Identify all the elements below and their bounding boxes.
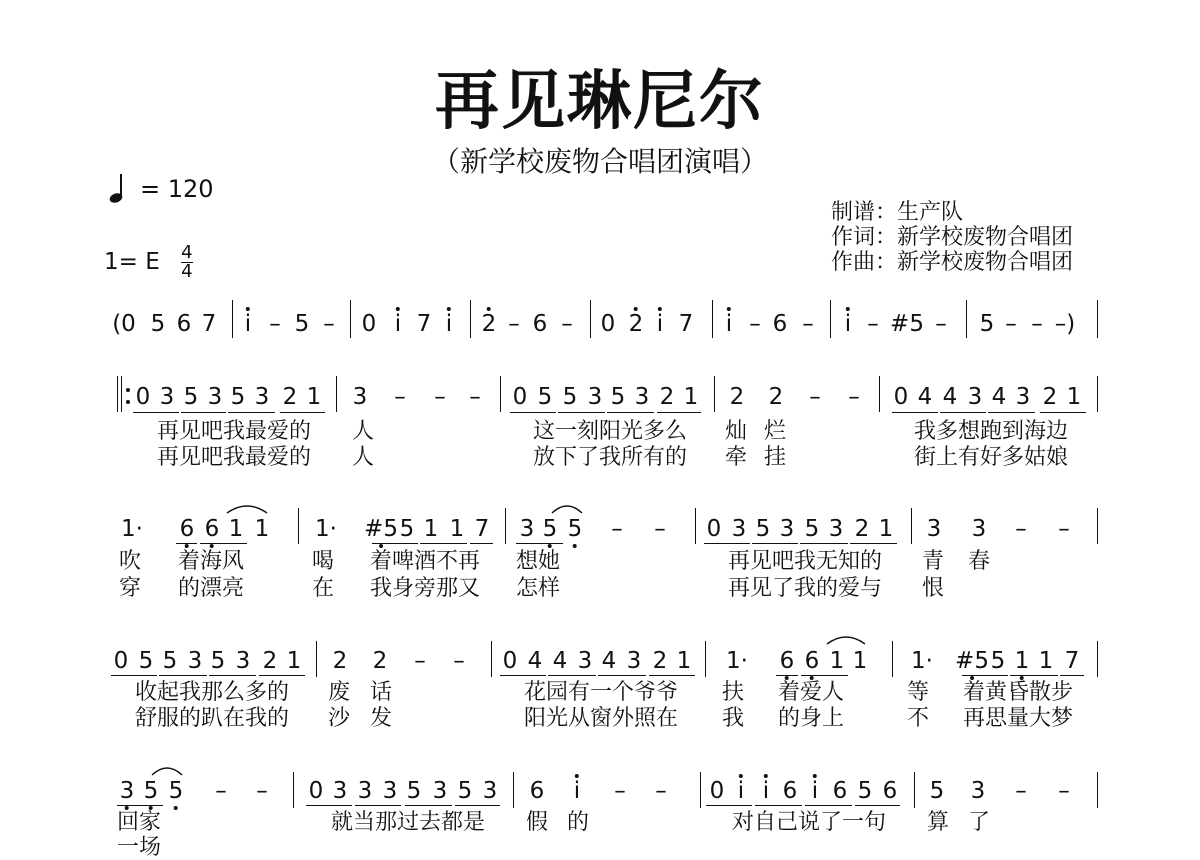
- melody-note: 2: [854, 516, 870, 542]
- melody-note: 3: [357, 778, 373, 804]
- bar-line: [293, 772, 294, 808]
- intro-note: –: [935, 311, 947, 337]
- beam-underline: [649, 675, 695, 676]
- beam-underline: [228, 412, 275, 413]
- lyric-verse2: 人: [352, 445, 375, 470]
- bar-line: [232, 300, 233, 338]
- lyric-verse2: 我: [722, 706, 745, 731]
- lyric-verse2: 挂: [764, 445, 787, 470]
- intro-note: 2: [628, 311, 644, 337]
- melody-note: 2: [282, 384, 298, 410]
- melody-note: 1·: [315, 516, 337, 542]
- beam-underline: [510, 412, 556, 413]
- melody-note: 2: [652, 648, 668, 674]
- repeat-dot: [126, 388, 130, 392]
- lyric-verse2: 在: [312, 576, 335, 601]
- bar-line: [1097, 300, 1098, 338]
- melody-note: 5: [929, 778, 945, 804]
- melody-note: 5: [610, 384, 626, 410]
- melody-note: 3: [432, 778, 448, 804]
- time-signature: [181, 244, 192, 281]
- lyric-verse2: 舒服的趴在我的: [135, 706, 290, 731]
- melody-note: 5: [755, 516, 771, 542]
- melody-note: i: [573, 778, 581, 804]
- lyric-verse1: 收起我那么多的: [135, 680, 290, 705]
- melody-note: 0: [113, 648, 129, 674]
- lyric-verse1: 灿: [725, 419, 748, 444]
- bar-line: [350, 300, 351, 338]
- melody-note: –: [1015, 516, 1027, 542]
- lyric-verse1: 着爱人: [778, 680, 845, 705]
- melody-note: 3: [926, 516, 942, 542]
- beam-underline: [159, 675, 207, 676]
- bar-line: [695, 508, 696, 544]
- melody-note: 1: [1038, 648, 1054, 674]
- melody-note: 3: [967, 384, 983, 410]
- melody-note: 4: [552, 648, 568, 674]
- beam-underline: [306, 805, 352, 806]
- bar-line: [590, 300, 591, 338]
- lyric-verse2: 沙: [328, 706, 351, 731]
- bar-line: [121, 376, 122, 412]
- beam-underline: [259, 675, 305, 676]
- melody-note: –: [654, 516, 666, 542]
- beam-underline: [1010, 675, 1058, 676]
- lyric-verse1: 再见吧我无知的: [728, 549, 883, 574]
- intro-note: –: [802, 311, 814, 337]
- beam-underline: [455, 805, 500, 806]
- melody-note: 5: [210, 648, 226, 674]
- melody-note: 3: [587, 384, 603, 410]
- lyric-verse1: 青: [922, 549, 945, 574]
- melody-note: 0: [502, 648, 518, 674]
- beam-underline: [752, 543, 798, 544]
- melody-note: 1: [852, 648, 868, 674]
- bar-line: [500, 376, 501, 412]
- time-sig-top: 4: [181, 242, 193, 263]
- melody-note: 5: [230, 384, 246, 410]
- lyric-verse1: 人: [352, 419, 375, 444]
- melody-note: 1·: [726, 648, 748, 674]
- credit-composer: 作曲：新学校废物合唱团: [831, 250, 1074, 275]
- beam-underline: [558, 412, 605, 413]
- lyric-verse2: 一场: [117, 835, 162, 860]
- lyric-verse1: 想她: [516, 549, 561, 574]
- bar-line: [700, 772, 701, 808]
- intro-note: –: [323, 311, 335, 337]
- lyric-verse1: 假: [526, 810, 549, 835]
- melody-note: 1: [306, 384, 322, 410]
- tie-arc: [226, 502, 268, 514]
- beam-underline: [1060, 675, 1084, 676]
- melody-note: 2: [659, 384, 675, 410]
- intro-note: 0: [600, 311, 616, 337]
- melody-note: 6: [179, 516, 195, 542]
- lyric-verse1: 这一刻阳光多么: [533, 419, 688, 444]
- beam-underline: [355, 805, 401, 806]
- lyric-verse2: 发: [370, 706, 393, 731]
- lyric-verse2: 街上有好多姑娘: [914, 445, 1069, 470]
- melody-note: 3: [332, 778, 348, 804]
- beam-underline: [200, 543, 247, 544]
- beam-underline: [598, 675, 646, 676]
- lyric-verse2: 我身旁那又: [370, 576, 481, 601]
- melody-note: 3: [971, 516, 987, 542]
- melody-note: 6: [204, 516, 220, 542]
- melody-note: 6: [782, 778, 798, 804]
- credit-arranger: 制谱：生产队: [831, 200, 964, 225]
- melody-note: 5: [542, 516, 558, 542]
- melody-note: 4: [991, 384, 1007, 410]
- melody-note: i: [737, 778, 745, 804]
- lyric-verse2: 的身上: [778, 706, 845, 731]
- melody-note: 0: [893, 384, 909, 410]
- beam-underline: [500, 675, 546, 676]
- bar-line: [1097, 508, 1098, 544]
- beam-underline: [706, 805, 752, 806]
- melody-note: 3: [382, 778, 398, 804]
- lyric-verse2: 阳光从窗外照在: [524, 706, 679, 731]
- bar-line: [316, 641, 317, 677]
- melody-note: 1: [676, 648, 692, 674]
- intro-note: –): [1054, 311, 1076, 337]
- lyric-verse1: 春: [968, 549, 991, 574]
- melody-note: –: [1015, 778, 1027, 804]
- melody-note: 3: [159, 384, 175, 410]
- time-sig-bottom: 4: [181, 261, 193, 282]
- melody-note: –: [655, 778, 667, 804]
- lyric-verse2: 怎样: [516, 576, 561, 601]
- bar-line: [470, 300, 471, 338]
- lyric-verse2: 再见了我的爱与: [728, 576, 883, 601]
- melody-note: 5: [143, 778, 159, 804]
- intro-note: 7: [201, 311, 217, 337]
- melody-note: 3: [626, 648, 642, 674]
- bar-line: [712, 300, 713, 338]
- melody-note: 2: [1042, 384, 1058, 410]
- beam-underline: [850, 543, 897, 544]
- intro-note: 7: [416, 311, 432, 337]
- melody-note: 5: [567, 516, 583, 542]
- lyric-verse2: 穿: [119, 576, 142, 601]
- lyric-verse1: 对自己说了一句: [732, 810, 887, 835]
- melody-note: 3: [235, 648, 251, 674]
- melody-note: 0: [706, 516, 722, 542]
- lyric-verse1: 我多想跑到海边: [914, 419, 1069, 444]
- melody-note: 5: [804, 516, 820, 542]
- melody-note: 5: [162, 648, 178, 674]
- intro-note: –: [508, 311, 520, 337]
- melody-note: 3: [207, 384, 223, 410]
- melody-note: –: [611, 516, 623, 542]
- lyric-verse1: 了: [968, 810, 991, 835]
- bar-line: [914, 772, 915, 808]
- melody-note: 1·: [911, 648, 933, 674]
- melody-note: 6: [529, 778, 545, 804]
- beam-underline: [405, 805, 452, 806]
- song-subtitle: （新学校废物合唱团演唱）: [431, 145, 768, 178]
- melody-note: 0: [512, 384, 528, 410]
- beam-underline: [607, 412, 654, 413]
- melody-note: 0: [709, 778, 725, 804]
- beam-underline: [470, 543, 493, 544]
- melody-note: 1: [254, 516, 270, 542]
- bar-line: [491, 641, 492, 677]
- melody-note: –: [414, 648, 426, 674]
- intro-note: –: [561, 311, 573, 337]
- melody-note: 5: [562, 384, 578, 410]
- beam-underline: [855, 805, 900, 806]
- melody-note: 5: [138, 648, 154, 674]
- melody-note: –: [394, 384, 406, 410]
- melody-note: 5: [857, 778, 873, 804]
- beam-underline: [962, 675, 1008, 676]
- bar-line: [117, 376, 118, 412]
- intro-note: i: [394, 311, 402, 337]
- lyric-verse2: 再见吧我最爱的: [157, 445, 312, 470]
- melody-note: 3: [828, 516, 844, 542]
- intro-note: –: [269, 311, 281, 337]
- lyric-verse2: 恨: [922, 576, 945, 601]
- tie-arc: [826, 633, 866, 645]
- melody-note: 3: [1015, 384, 1031, 410]
- melody-note: 3: [731, 516, 747, 542]
- melody-note: 1: [829, 648, 845, 674]
- lyric-verse1: 烂: [764, 419, 787, 444]
- melody-note: 1: [449, 516, 465, 542]
- beam-underline: [133, 412, 179, 413]
- lyric-verse1: 等: [907, 680, 930, 705]
- beam-underline: [805, 805, 852, 806]
- lyric-verse1: 就当那过去都是: [331, 810, 486, 835]
- key-label: 1= E: [104, 249, 160, 275]
- lyric-verse1: 的: [567, 810, 590, 835]
- song-title: 再见琳尼尔: [435, 65, 765, 139]
- lyric-verse2: 的漂亮: [178, 576, 245, 601]
- lyric-verse2: 牵: [725, 445, 748, 470]
- melody-note: 5: [537, 384, 553, 410]
- bar-line: [966, 300, 967, 338]
- bar-line: [879, 376, 880, 412]
- intro-note: i: [725, 311, 733, 337]
- credits-block: [831, 200, 1073, 275]
- bar-line: [1097, 772, 1098, 808]
- melody-note: 5: [399, 516, 415, 542]
- bar-line: [892, 641, 893, 677]
- lyric-verse1: 废: [328, 680, 351, 705]
- melody-note: –: [215, 778, 227, 804]
- melody-note: i: [811, 778, 819, 804]
- lyric-verse1: 再见吧我最爱的: [157, 419, 312, 444]
- melody-note: –: [1058, 778, 1070, 804]
- lyric-verse2: 再思量大梦: [963, 706, 1074, 731]
- intro-note: –: [749, 311, 761, 337]
- melody-note: 3: [187, 648, 203, 674]
- melody-note: 4: [942, 384, 958, 410]
- melody-note: 6: [832, 778, 848, 804]
- melody-note: –: [614, 778, 626, 804]
- melody-note: 2: [729, 384, 745, 410]
- melody-note: 0: [308, 778, 324, 804]
- bar-line: [513, 772, 514, 808]
- intro-note: –: [1005, 311, 1017, 337]
- melody-note: 1: [683, 384, 699, 410]
- melody-note: 6: [779, 648, 795, 674]
- beam-underline: [1040, 412, 1086, 413]
- melody-note: 0: [135, 384, 151, 410]
- melody-note: 5: [990, 648, 1006, 674]
- melody-note: 4: [527, 648, 543, 674]
- beam-underline: [755, 805, 802, 806]
- melody-note: 1: [423, 516, 439, 542]
- intro-note: 6: [532, 311, 548, 337]
- melody-note: –: [453, 648, 465, 674]
- melody-note: i: [762, 778, 770, 804]
- beam-underline: [280, 412, 325, 413]
- melody-note: 1: [878, 516, 894, 542]
- beam-underline: [704, 543, 750, 544]
- lyric-verse2: 不: [907, 706, 930, 731]
- beam-underline: [516, 543, 563, 544]
- melody-note: 3: [519, 516, 535, 542]
- melody-note: 1: [1066, 384, 1082, 410]
- bar-line: [830, 300, 831, 338]
- bar-line: [911, 508, 912, 544]
- melody-note: –: [848, 384, 860, 410]
- tie-arc: [551, 502, 583, 514]
- lyric-verse2: 放下了我所有的: [533, 445, 688, 470]
- melody-note: –: [809, 384, 821, 410]
- melody-note: 2: [332, 648, 348, 674]
- lyric-verse1: 花园有一个爷爷: [524, 680, 679, 705]
- melody-note: –: [469, 384, 481, 410]
- beam-underline: [892, 412, 938, 413]
- bar-line: [298, 508, 299, 544]
- lyric-verse1: 着黄昏散步: [963, 680, 1074, 705]
- melody-note: 5: [457, 778, 473, 804]
- melody-note: 1: [1014, 648, 1030, 674]
- bar-line: [1097, 376, 1098, 412]
- lyric-verse1: 回家: [117, 810, 162, 835]
- bar-line: [714, 376, 715, 412]
- beam-underline: [181, 412, 226, 413]
- intro-note: 6: [772, 311, 788, 337]
- intro-note: –: [867, 311, 879, 337]
- beam-underline: [988, 412, 1035, 413]
- melody-note: 7: [1064, 648, 1080, 674]
- melody-note: 2: [768, 384, 784, 410]
- lyric-verse1: 喝: [312, 549, 335, 574]
- melody-note: 3: [119, 778, 135, 804]
- lyric-verse1: 算: [927, 810, 950, 835]
- melody-note: –: [1058, 516, 1070, 542]
- intro-note: 7: [678, 311, 694, 337]
- melody-note: 5: [183, 384, 199, 410]
- lyric-verse1: 着啤酒不再: [370, 549, 481, 574]
- melody-note: 1: [228, 516, 244, 542]
- beam-underline: [372, 543, 418, 544]
- melody-note: 5: [168, 778, 184, 804]
- lyric-verse1: 话: [370, 680, 393, 705]
- beam-underline: [117, 805, 163, 806]
- melody-note: 1·: [121, 516, 143, 542]
- bar-line: [336, 376, 337, 412]
- melody-note: 3: [254, 384, 270, 410]
- beam-underline: [176, 543, 197, 544]
- intro-note: 5: [150, 311, 166, 337]
- quarter-note-icon: [108, 172, 128, 204]
- intro-note: #5: [890, 311, 924, 337]
- intro-note: i: [244, 311, 252, 337]
- beam-underline: [548, 675, 596, 676]
- melody-note: #5: [364, 516, 398, 542]
- melody-note: 3: [482, 778, 498, 804]
- melody-note: –: [434, 384, 446, 410]
- lyric-verse1: 扶: [722, 680, 745, 705]
- tempo-value: = 120: [140, 175, 214, 203]
- melody-note: 3: [779, 516, 795, 542]
- intro-note: 5: [294, 311, 310, 337]
- beam-underline: [657, 412, 701, 413]
- melody-note: 5: [406, 778, 422, 804]
- intro-note: i: [445, 311, 453, 337]
- melody-note: 3: [577, 648, 593, 674]
- intro-note: 2: [481, 311, 497, 337]
- key-signature: [104, 244, 193, 281]
- bar-line: [505, 508, 506, 544]
- melody-note: 3: [634, 384, 650, 410]
- melody-note: 4: [601, 648, 617, 674]
- beam-underline: [776, 675, 798, 676]
- melody-note: 2: [372, 648, 388, 674]
- melody-note: –: [256, 778, 268, 804]
- intro-note: –: [1031, 311, 1043, 337]
- intro-note: i: [656, 311, 664, 337]
- melody-note: #5: [955, 648, 989, 674]
- beam-underline: [420, 543, 467, 544]
- melody-note: 2: [262, 648, 278, 674]
- melody-note: 1: [286, 648, 302, 674]
- beam-underline: [801, 675, 848, 676]
- beam-underline: [111, 675, 157, 676]
- intro-note: (0: [112, 311, 136, 337]
- melody-note: 3: [352, 384, 368, 410]
- intro-note: 0: [361, 311, 377, 337]
- melody-note: 6: [882, 778, 898, 804]
- lyric-verse1: 吹: [119, 549, 142, 574]
- beam-underline: [800, 543, 848, 544]
- intro-note: 6: [176, 311, 192, 337]
- credit-lyricist: 作词：新学校废物合唱团: [831, 225, 1074, 250]
- melody-note: 4: [917, 384, 933, 410]
- intro-note: 5: [979, 311, 995, 337]
- beam-underline: [940, 412, 986, 413]
- tie-arc: [151, 764, 183, 776]
- repeat-dot: [126, 400, 130, 404]
- bar-line: [705, 641, 706, 677]
- lyric-verse1: 着海风: [178, 549, 245, 574]
- melody-note: 3: [970, 778, 986, 804]
- bar-line: [1097, 641, 1098, 677]
- beam-underline: [209, 675, 256, 676]
- intro-note: i: [844, 311, 852, 337]
- melody-note: 6: [804, 648, 820, 674]
- melody-note: 7: [474, 516, 490, 542]
